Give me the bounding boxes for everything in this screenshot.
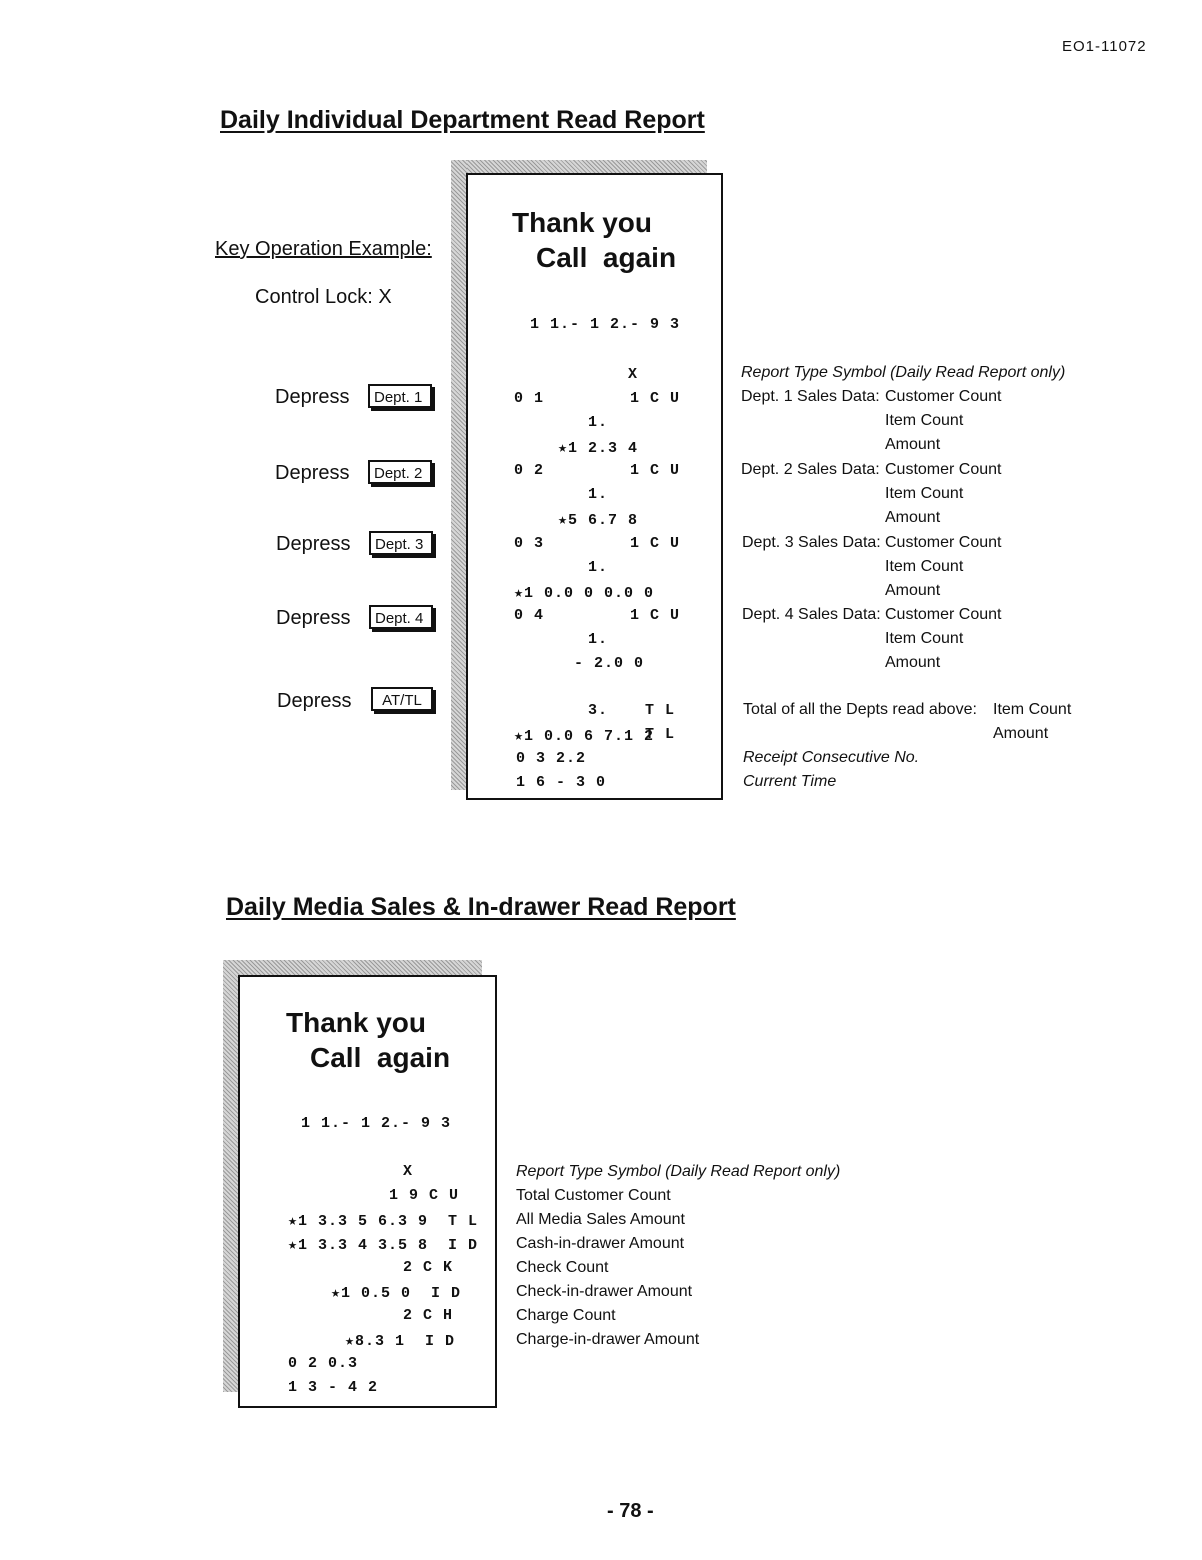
depress-label-1: Depress [275,386,350,408]
receipt1-current-time: 1 6 - 3 0 [516,774,607,791]
section2-title: Daily Media Sales & In-drawer Read Report [226,893,736,921]
annotation-dept1-customer: Customer Count [885,388,1002,405]
control-lock-label: Control Lock: X [255,286,392,308]
depress-label-5: Depress [277,690,352,712]
annotation-dept4: Dept. 4 Sales Data: [742,606,881,623]
annotation-receipt-no: Receipt Consecutive No. [743,749,920,766]
receipt1-call-again: Call again [536,242,677,273]
key-operation-label: Key Operation Example: [215,238,432,260]
annotation2-check-in-drawer: Check-in-drawer Amount [516,1283,693,1300]
annotation2-charge-in-drawer: Charge-in-drawer Amount [516,1331,700,1348]
receipt2-thank-you: Thank you [286,1007,427,1038]
annotation-dept4-item: Item Count [885,630,964,647]
dept-3-key[interactable]: Dept. 3 [369,531,433,555]
receipt2-check-count: 2 C K [403,1259,454,1276]
annotation-dept4-customer: Customer Count [885,606,1002,623]
annotation2-cash-in-drawer: Cash-in-drawer Amount [516,1235,685,1252]
receipt1-dept1-amount: ★1 2.3 4 [558,440,639,457]
receipt1-dept1-code: 0 1 [514,390,545,407]
receipt1-dept4-amount: - 2.0 0 [574,655,645,672]
receipt1-total-amount-tag: T L [645,726,676,743]
receipt1-dept3-cu: 1 C U [630,535,681,552]
annotation-current-time: Current Time [743,773,837,790]
depress-label-3: Depress [276,533,351,555]
annotation-dept3-item: Item Count [885,558,964,575]
page-number: - 78 - [607,1500,654,1522]
receipt1-thank-you: Thank you [512,207,653,238]
receipt2-current-time: 1 3 - 4 2 [288,1379,379,1396]
annotation-total-amount: Amount [993,725,1049,742]
depress-label-4: Depress [276,607,351,629]
receipt1-dept4-code: 0 4 [514,607,545,624]
receipt1-dept3-code: 0 3 [514,535,545,552]
receipt2-charge-count: 2 C H [403,1307,454,1324]
receipt2-consecutive-no: 0 2 0.3 [288,1355,359,1372]
receipt1-total-count-tag: T L [645,702,676,719]
annotation2-report-type: Report Type Symbol (Daily Read Report only) [516,1163,841,1180]
receipt1-dept2-code: 0 2 [514,462,545,479]
receipt1-dept3-amount: ★1 0.0 0 0.0 0 [514,585,655,602]
receipt1-total-count: 3. [588,702,609,719]
depress-label-2: Depress [275,462,350,484]
receipt1-dept4-items: 1. [588,631,609,648]
receipt1-report-symbol: X [628,366,639,383]
dept-4-key[interactable]: Dept. 4 [369,605,433,629]
annotation-dept2-amount: Amount [885,509,941,526]
receipt1-dept1-items: 1. [588,414,609,431]
annotation-dept2-customer: Customer Count [885,461,1002,478]
receipt2-shadow-top [223,960,482,976]
at-tl-key[interactable]: AT/TL [371,687,433,711]
receipt1-shadow-left [451,160,467,790]
receipt2-shadow-left [223,960,239,1392]
annotation2-total-customer: Total Customer Count [516,1187,671,1204]
annotation-dept2-item: Item Count [885,485,964,502]
dept-1-key[interactable]: Dept. 1 [368,384,432,408]
receipt1-total-amount: ★1 0.0 6 7.1 2 [514,728,655,745]
receipt2-cash-in-drawer: ★1 3.3 4 3.5 8 I D [288,1237,479,1254]
annotation-dept3-customer: Customer Count [885,534,1002,551]
annotation-total-item: Item Count [993,701,1072,718]
receipt1-consecutive-no: 0 3 2.2 [516,750,587,767]
dept-2-key[interactable]: Dept. 2 [368,460,432,484]
receipt2-date: 1 1.- 1 2.- 9 3 [301,1115,452,1132]
annotation-dept1-item: Item Count [885,412,964,429]
annotation2-charge-count: Charge Count [516,1307,616,1324]
document-id: EO1-11072 [1062,38,1147,55]
annotation-dept4-amount: Amount [885,654,941,671]
receipt1-dept1-cu: 1 C U [630,390,681,407]
receipt2-call-again: Call again [310,1042,451,1073]
receipt2-customer-count: 1 9 C U [389,1187,460,1204]
annotation-dept1-amount: Amount [885,436,941,453]
receipt1-dept4-cu: 1 C U [630,607,681,624]
annotation-dept3-amount: Amount [885,582,941,599]
annotation-dept3: Dept. 3 Sales Data: [742,534,881,551]
receipt1-shadow-top [451,160,707,174]
annotation-dept1: Dept. 1 Sales Data: [741,388,880,405]
annotation2-check-count: Check Count [516,1259,609,1276]
receipt2-media-total: ★1 3.3 5 6.3 9 T L [288,1213,479,1230]
annotation-total-all: Total of all the Depts read above: [743,701,977,718]
receipt2-check-in-drawer: ★1 0.5 0 I D [331,1285,462,1302]
annotation-report-type: Report Type Symbol (Daily Read Report only) [741,364,1066,381]
receipt1-dept2-amount: ★5 6.7 8 [558,512,639,529]
annotation-dept2: Dept. 2 Sales Data: [741,461,880,478]
receipt2-report-symbol: X [403,1163,414,1180]
annotation2-media-sales: All Media Sales Amount [516,1211,685,1228]
receipt1-date: 1 1.- 1 2.- 9 3 [530,316,681,333]
section1-title: Daily Individual Department Read Report [220,106,705,134]
receipt2-charge-in-drawer: ★8.3 1 I D [345,1333,456,1350]
receipt1-dept3-items: 1. [588,559,609,576]
receipt1-dept2-cu: 1 C U [630,462,681,479]
receipt1-dept2-items: 1. [588,486,609,503]
